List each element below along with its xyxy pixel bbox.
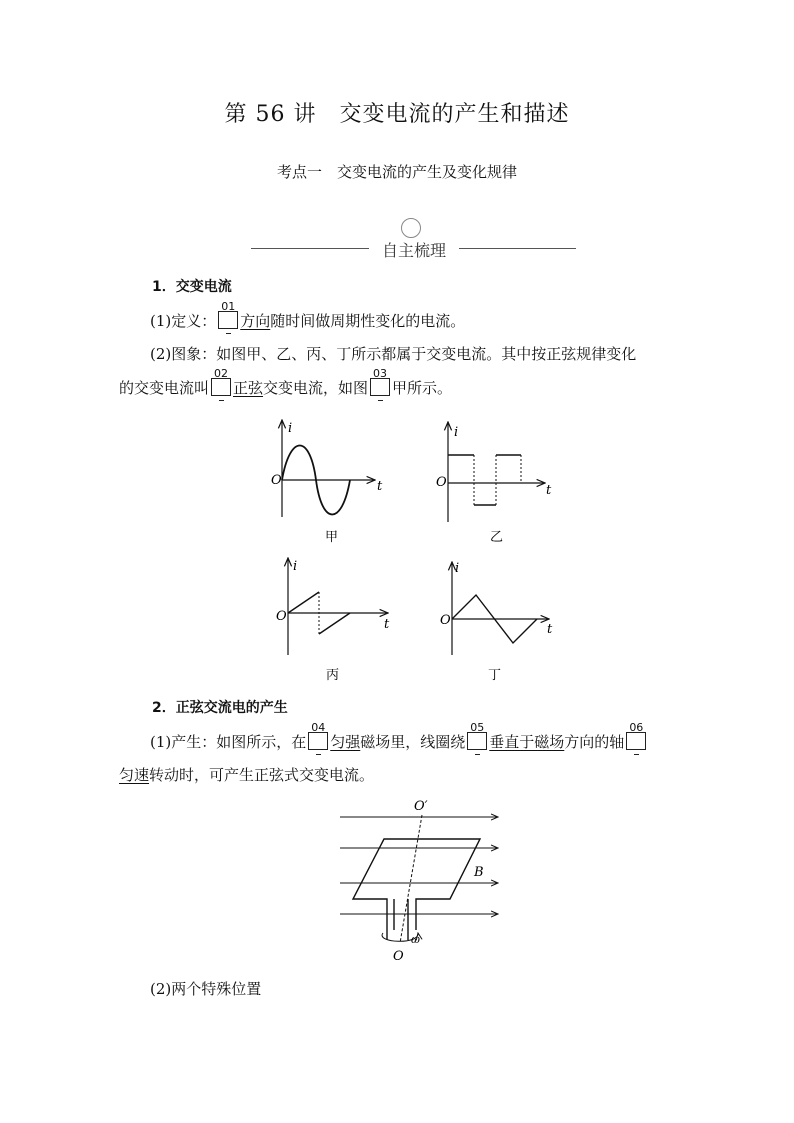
definition-line — [150, 300, 466, 332]
origin-label: O — [436, 475, 447, 490]
caption-jia: 甲 — [325, 530, 339, 545]
rectangular-coil — [353, 839, 480, 940]
page-title: 第 56 讲 交变电流的产生和描述 — [224, 102, 570, 127]
t-label: t — [547, 622, 553, 637]
definition-prefix: (1)定义： — [150, 312, 217, 330]
generation-mid1: 磁场里，线圈绕 — [360, 733, 466, 751]
i-label: i — [455, 561, 460, 576]
generation-line2 — [119, 764, 374, 786]
origin-label: O — [271, 473, 282, 488]
origin-label: O — [276, 609, 287, 624]
answer-blank-04[interactable] — [308, 721, 328, 750]
answer-05: 垂直于磁场 — [489, 733, 565, 751]
answer-blank-03[interactable] — [370, 367, 390, 396]
caption-bing: 丙 — [326, 668, 340, 683]
answer-blank-01[interactable] — [218, 300, 238, 329]
graph-desc-mid: 交变电流，如图 — [263, 379, 369, 397]
pen-icon — [401, 218, 421, 238]
blank-number: 05 — [470, 721, 485, 734]
answer-04: 匀强 — [330, 733, 361, 751]
special-positions-heading: (2)两个特殊位置 — [150, 980, 262, 998]
graph-bing — [276, 558, 390, 683]
generation-line1 — [150, 721, 648, 753]
omega-label: ω — [411, 933, 420, 946]
graph-desc-suffix: 甲所示。 — [392, 379, 453, 397]
answer-blank-02[interactable] — [211, 367, 231, 396]
graph-desc-line1: (2)图象：如图甲、乙、丙、丁所示都属于交变电流。其中按正弦规律变化 — [150, 345, 637, 363]
answer-06: 匀速 — [119, 766, 150, 784]
definition-suffix: 随时间做周期性变化的电流。 — [270, 312, 466, 330]
section-banner — [251, 215, 576, 271]
generation-suffix: 转动时，可产生正弦式交变电流。 — [149, 766, 375, 784]
answer-01: 方向 — [240, 312, 271, 330]
graph-jia — [271, 420, 383, 545]
blank-number: 03 — [373, 367, 388, 380]
t-label: t — [384, 617, 390, 632]
field-label: B — [474, 865, 484, 880]
banner-rule-right — [459, 248, 576, 249]
i-label: i — [454, 425, 459, 440]
banner-label: 自主梳理 — [381, 241, 446, 260]
generation-mid2: 方向的轴 — [564, 733, 625, 751]
answer-blank-06[interactable] — [626, 721, 646, 750]
i-label: i — [288, 421, 293, 436]
banner-rule-left — [251, 248, 369, 249]
blank-number: 01 — [221, 300, 236, 313]
generation-prefix: (1)产生：如图所示，在 — [150, 733, 307, 751]
axis-bottom-label: O — [393, 949, 404, 964]
axis-top-label: O′ — [414, 799, 428, 814]
origin-label: O — [440, 613, 451, 628]
graph-desc-prefix: 的交变电流叫 — [119, 379, 210, 397]
heading-alternating-current: 1．交变电流 — [152, 279, 232, 295]
square-wave — [448, 455, 521, 505]
i-label: i — [293, 559, 298, 574]
graph-ding — [440, 561, 553, 683]
square-wave-edges — [474, 455, 521, 505]
blank-number: 06 — [629, 721, 644, 734]
t-label: t — [546, 483, 552, 498]
caption-yi: 乙 — [490, 530, 504, 545]
current-waveform-figure — [255, 412, 565, 692]
caption-ding: 丁 — [488, 668, 502, 683]
rotation-axis — [400, 815, 422, 943]
answer-02: 正弦 — [233, 379, 264, 397]
blank-number: 02 — [214, 367, 229, 380]
t-label: t — [377, 479, 383, 494]
blank-number: 04 — [311, 721, 326, 734]
graph-yi — [436, 422, 552, 545]
section-subtitle: 考点一 交变电流的产生及变化规律 — [276, 163, 517, 181]
answer-blank-05[interactable] — [467, 721, 487, 750]
coil-rotation-figure — [330, 793, 500, 971]
graph-desc-line2 — [119, 367, 453, 399]
heading-sine-generation: 2．正弦交流电的产生 — [152, 700, 288, 716]
